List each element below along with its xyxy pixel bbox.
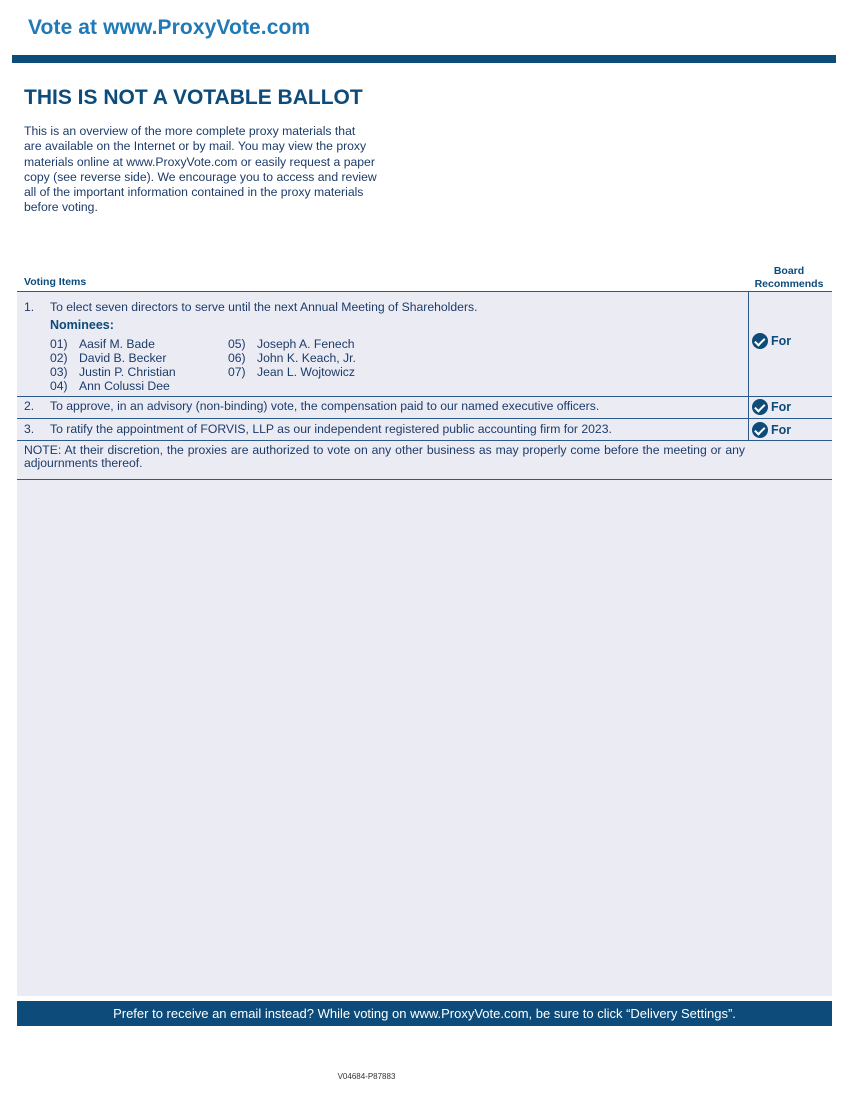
- nominee-number: 07): [228, 365, 246, 379]
- nominee: [228, 351, 356, 365]
- nominee: [50, 365, 176, 379]
- nominee: [228, 365, 355, 379]
- intro-paragraph: [24, 124, 424, 216]
- nominee-number: 02): [50, 351, 68, 365]
- nominee: [50, 337, 155, 351]
- nominee-number: 04): [50, 379, 68, 393]
- header-divider-bar: [12, 55, 836, 63]
- voting-item-number: 1.: [24, 300, 35, 314]
- intro-line: all of the important information contained in the proxy materials: [24, 185, 364, 200]
- nominee-name: John K. Keach, Jr.: [257, 351, 356, 365]
- board-header-line: Recommends: [754, 278, 824, 290]
- nominee-name: Aasif M. Bade: [79, 337, 155, 351]
- nominee-name: Jean L. Wojtowicz: [257, 365, 355, 379]
- voting-item-text: To approve, in an advisory (non-binding) vote, the compensation paid to our named executive officers.: [50, 399, 600, 413]
- table-rule: [17, 440, 832, 441]
- table-column-rule: [748, 291, 749, 440]
- voting-item-text: To elect seven directors to serve until the next Annual Meeting of Shareholders.: [50, 300, 478, 314]
- check-circle-icon: [752, 333, 768, 349]
- intro-line: copy (see reverse side). We encourage you to access and review: [24, 169, 377, 184]
- nominee: [228, 337, 355, 351]
- table-rule: [17, 418, 832, 419]
- recommendation-label: For: [771, 423, 792, 437]
- intro-line: This is an overview of the more complete proxy materials that: [24, 124, 356, 138]
- intro-line: are available on the Internet or by mail. You may view the proxy: [24, 139, 367, 154]
- nominee-number: 06): [228, 351, 246, 365]
- intro-line: materials online at www.ProxyVote.com or easily request a paper: [24, 154, 375, 169]
- table-rule: [17, 479, 832, 480]
- recommendation-label: For: [771, 400, 792, 414]
- voting-items-column-header: Voting Items: [24, 276, 87, 288]
- check-circle-icon: [752, 399, 768, 415]
- nominees-label: Nominees:: [50, 318, 114, 332]
- email-delivery-banner: [17, 1001, 832, 1026]
- banner-text: Prefer to receive an email instead? While voting on www.ProxyVote.com, be sure to click “Delivery Settings”.: [113, 1006, 736, 1021]
- board-header-line: Board: [773, 265, 805, 277]
- nominee-number: 05): [228, 337, 246, 351]
- note-text: NOTE: At their discretion, the proxies are authorized to vote on any other business as may properly come before the meeting or any adjournments thereof.: [24, 443, 745, 470]
- ballot-heading: THIS IS NOT A VOTABLE BALLOT: [24, 86, 363, 109]
- voting-item-number: 3.: [24, 422, 35, 436]
- board-recommendation: [752, 422, 791, 438]
- check-circle-icon: [752, 422, 768, 438]
- voting-item-text: To ratify the appointment of FORVIS, LLP as our independent registered public accounting firm for 2023.: [50, 422, 612, 436]
- voting-item-number: 2.: [24, 399, 35, 413]
- board-recommendation: [752, 333, 791, 349]
- nominee-name: Joseph A. Fenech: [257, 337, 355, 351]
- nominee-name: Ann Colussi Dee: [79, 379, 170, 393]
- board-recommends-column-header: [748, 265, 830, 291]
- table-rule: [17, 396, 832, 397]
- nominee-number: 03): [50, 365, 68, 379]
- intro-line: before voting.: [24, 200, 98, 215]
- recommendation-label: For: [771, 334, 792, 348]
- nominee-name: Justin P. Christian: [79, 365, 176, 379]
- board-recommendation: [752, 399, 791, 415]
- nominee-name: David B. Becker: [79, 351, 167, 365]
- header-title: Vote at www.ProxyVote.com: [28, 16, 311, 39]
- nominee: [50, 351, 166, 365]
- table-rule: [17, 291, 832, 292]
- nominee: [50, 379, 170, 393]
- nominee-number: 01): [50, 337, 68, 351]
- document-code: V04684-P87883: [337, 1072, 396, 1081]
